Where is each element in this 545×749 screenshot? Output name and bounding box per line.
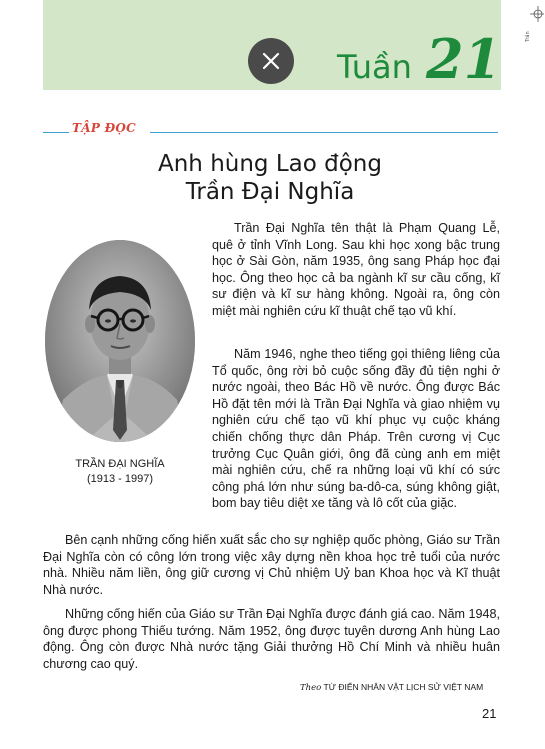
- close-button[interactable]: [248, 38, 294, 84]
- paragraph-2: Năm 1946, nghe theo tiếng gọi thiêng liêng của Tổ quốc, ông rời bỏ cuộc sống đầy đủ tiện nghi ở nước ngoài, theo Bác Hồ về nước. Ông được Bác Hồ đặt tên mới là Trần Đại Nghĩa và giao nhiệm vụ nghiên cứu chế tạo vũ khí phục vụ cuộc kháng chiến chống thực dân Pháp. Trên cương vị Cục trưởng Cục Quân giới, ông đã cùng anh em miệt mài nghiên cứu, chế ra những loại vũ khí có sức công phá lớn như súng ba-dô-ca, súng không giật, bom bay tiêu diệt xe tăng và lô cốt của giặc.: [212, 347, 500, 511]
- source-title: TỪ ĐIỂN NHÂN VẬT LỊCH SỬ VIỆT NAM: [323, 682, 484, 692]
- close-icon: [261, 51, 281, 71]
- paragraph-3: Bên cạnh những cống hiến xuất sắc cho sự nghiệp quốc phòng, Giáo sư Trần Đại Nghĩa còn có công lớn trong việc xây dựng nền khoa học trẻ tuổi của nước nhà. Nhiều năm liền, ông giữ cương vị Chủ nhiệm Uỷ ban Khoa học và Kĩ thuật Nhà nước.: [43, 533, 500, 597]
- week-label: Tuần: [337, 48, 412, 86]
- article-title-line2: Trần Đại Nghĩa: [185, 179, 355, 205]
- page-number: 21: [482, 706, 497, 721]
- paragraph-1: Trần Đại Nghĩa tên thật là Phạm Quang Lễ, quê ở tỉnh Vĩnh Long. Sau khi học xong bậc trung học ở Sài Gòn, năm 1935, ông sang Pháp học đại học. Ông theo học cả ba ngành kĩ sư cầu cống, kĩ sư điện và kĩ sư hàng không. Ngoài ra, ông còn miệt mài nghiên cứu kĩ thuật chế tạo vũ khí.: [212, 221, 500, 318]
- paragraph-4: Những cống hiến của Giáo sư Trần Đại Nghĩa được đánh giá cao. Năm 1948, ông được phong Thiếu tướng. Năm 1952, ông được tuyên dương Anh hùng Lao động. Ông còn được Nhà nước tặng Giải thưởng Hồ Chí Minh và nhiều huân chương cao quý.: [43, 607, 500, 671]
- section-rule-right: [150, 132, 498, 133]
- portrait-years: (1913 - 1997): [86, 473, 154, 485]
- edge-text: Trần: [525, 31, 531, 42]
- week-number: 21: [426, 27, 502, 91]
- portrait-name: TRẦN ĐẠI NGHĨA: [75, 458, 165, 470]
- crop-mark-icon: [520, 0, 544, 60]
- section-label: TẬP ĐỌC: [72, 121, 137, 135]
- article-title-line1: Anh hùng Lao động: [158, 151, 382, 177]
- portrait-photo: [45, 240, 195, 442]
- source-prefix: Theo: [300, 683, 322, 693]
- source-citation: [300, 682, 483, 693]
- section-rule-left: [43, 132, 69, 133]
